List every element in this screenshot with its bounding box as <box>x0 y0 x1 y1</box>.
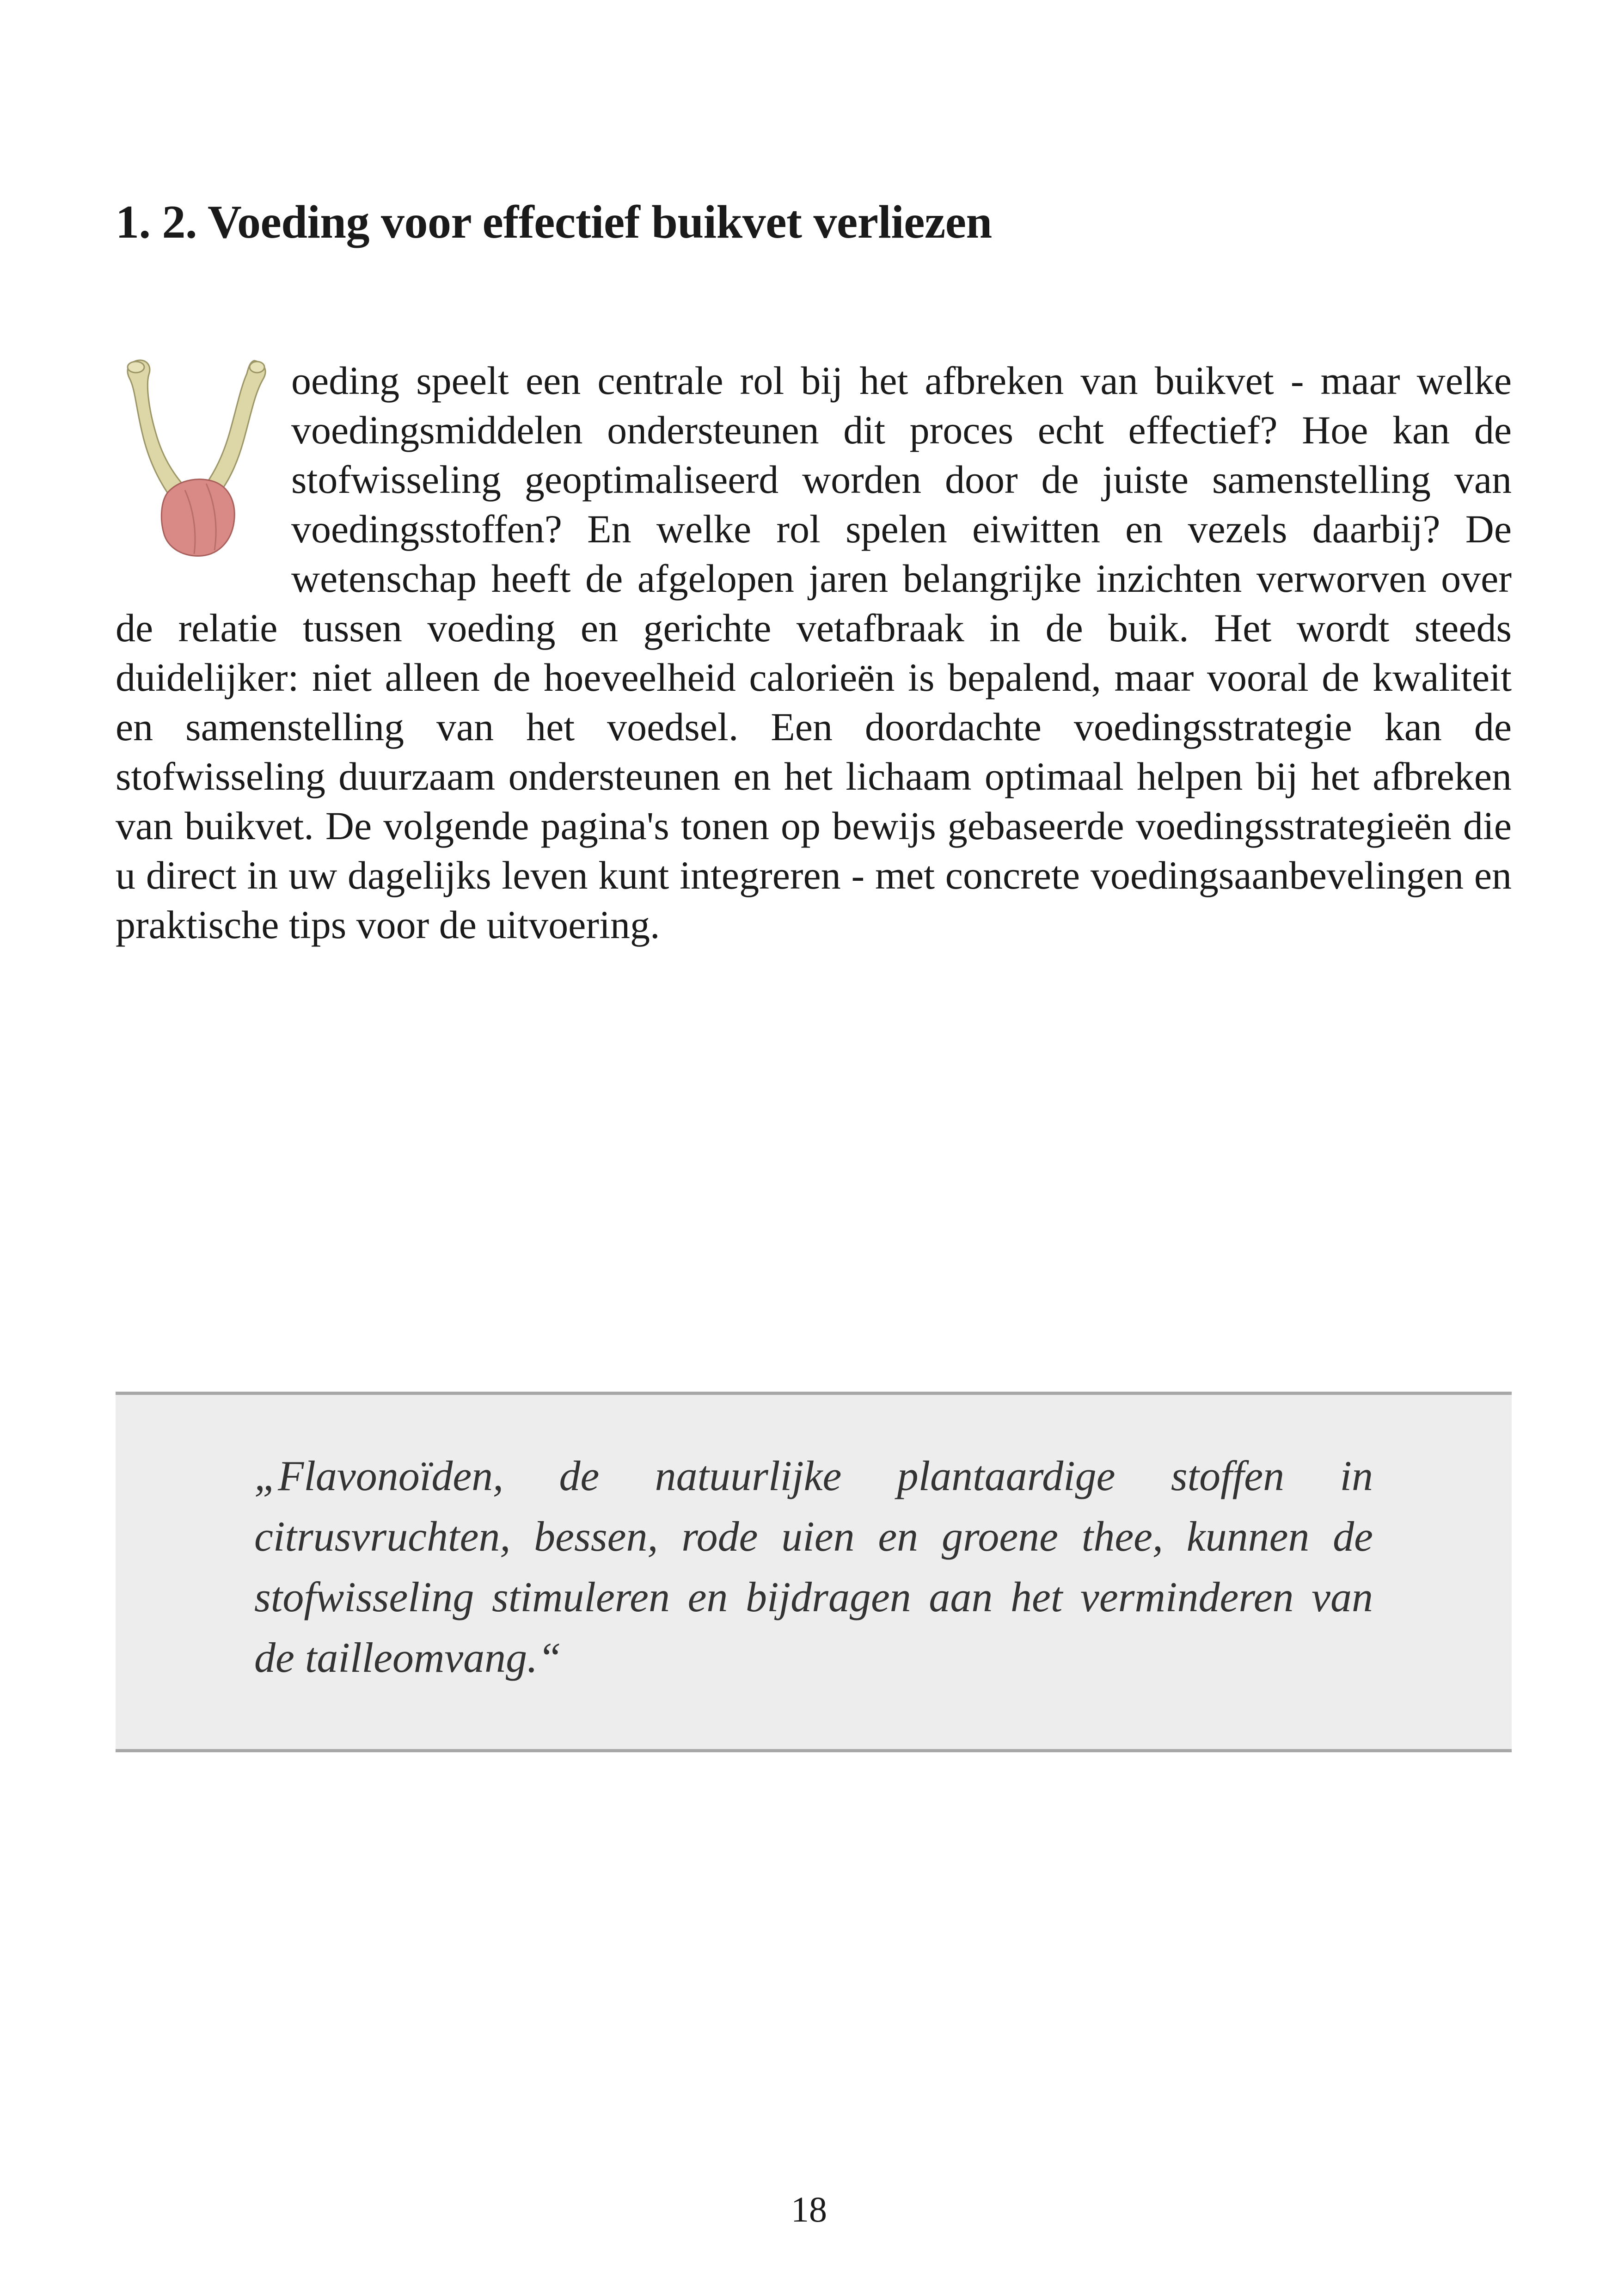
intro-paragraph-text: oeding speelt een centrale rol bij het afbreken van buikvet - maar welke voedingsmiddelen ondersteunen dit proces echt effectief? Hoe kan de stofwisseling geoptimaliseerd worden door de juiste samenstelling van voedingsstoffen? En welke rol spelen eiwitten en vezels daarbij? De wetenschap heeft de afgelopen jaren belangrijke inzichten verworven over de relatie tussen voeding en gerichte vetafbraak in de buik. Het wordt steeds duidelijker: niet alleen de hoeveelheid calorieën is bepalend, maar vooral de kwaliteit en samenstelling van het voedsel. Een doordachte voedingsstrategie kan de stofwisseling duurzaam ondersteunen en het lichaam optimaal helpen bij het afbreken van buikvet. De volgende pagina's tonen op bewijs gebaseerde voedingsstrategieën die u direct in uw dagelijks leven kunt integreren - met concrete voedingsaanbevelingen en praktische tips voor de uitvoering. <box>116 358 1512 947</box>
intro-paragraph <box>116 356 1512 950</box>
page-number: 18 <box>791 2189 827 2229</box>
anatomy-v-icon <box>116 356 280 559</box>
quote-text: „Flavonoïden, de natuurlijke plantaardige stoffen in citrusvruchten, bessen, rode uien en groene thee, kunnen de stofwisseling stimuleren en bijdragen aan het verminderen van de tailleomvang.“ <box>254 1452 1373 1681</box>
quote-box <box>116 1392 1512 1752</box>
drop-cap-v-illustration <box>116 356 280 559</box>
page-title: 1. 2. Voeding voor effectief buikvet verliezen <box>116 196 992 248</box>
